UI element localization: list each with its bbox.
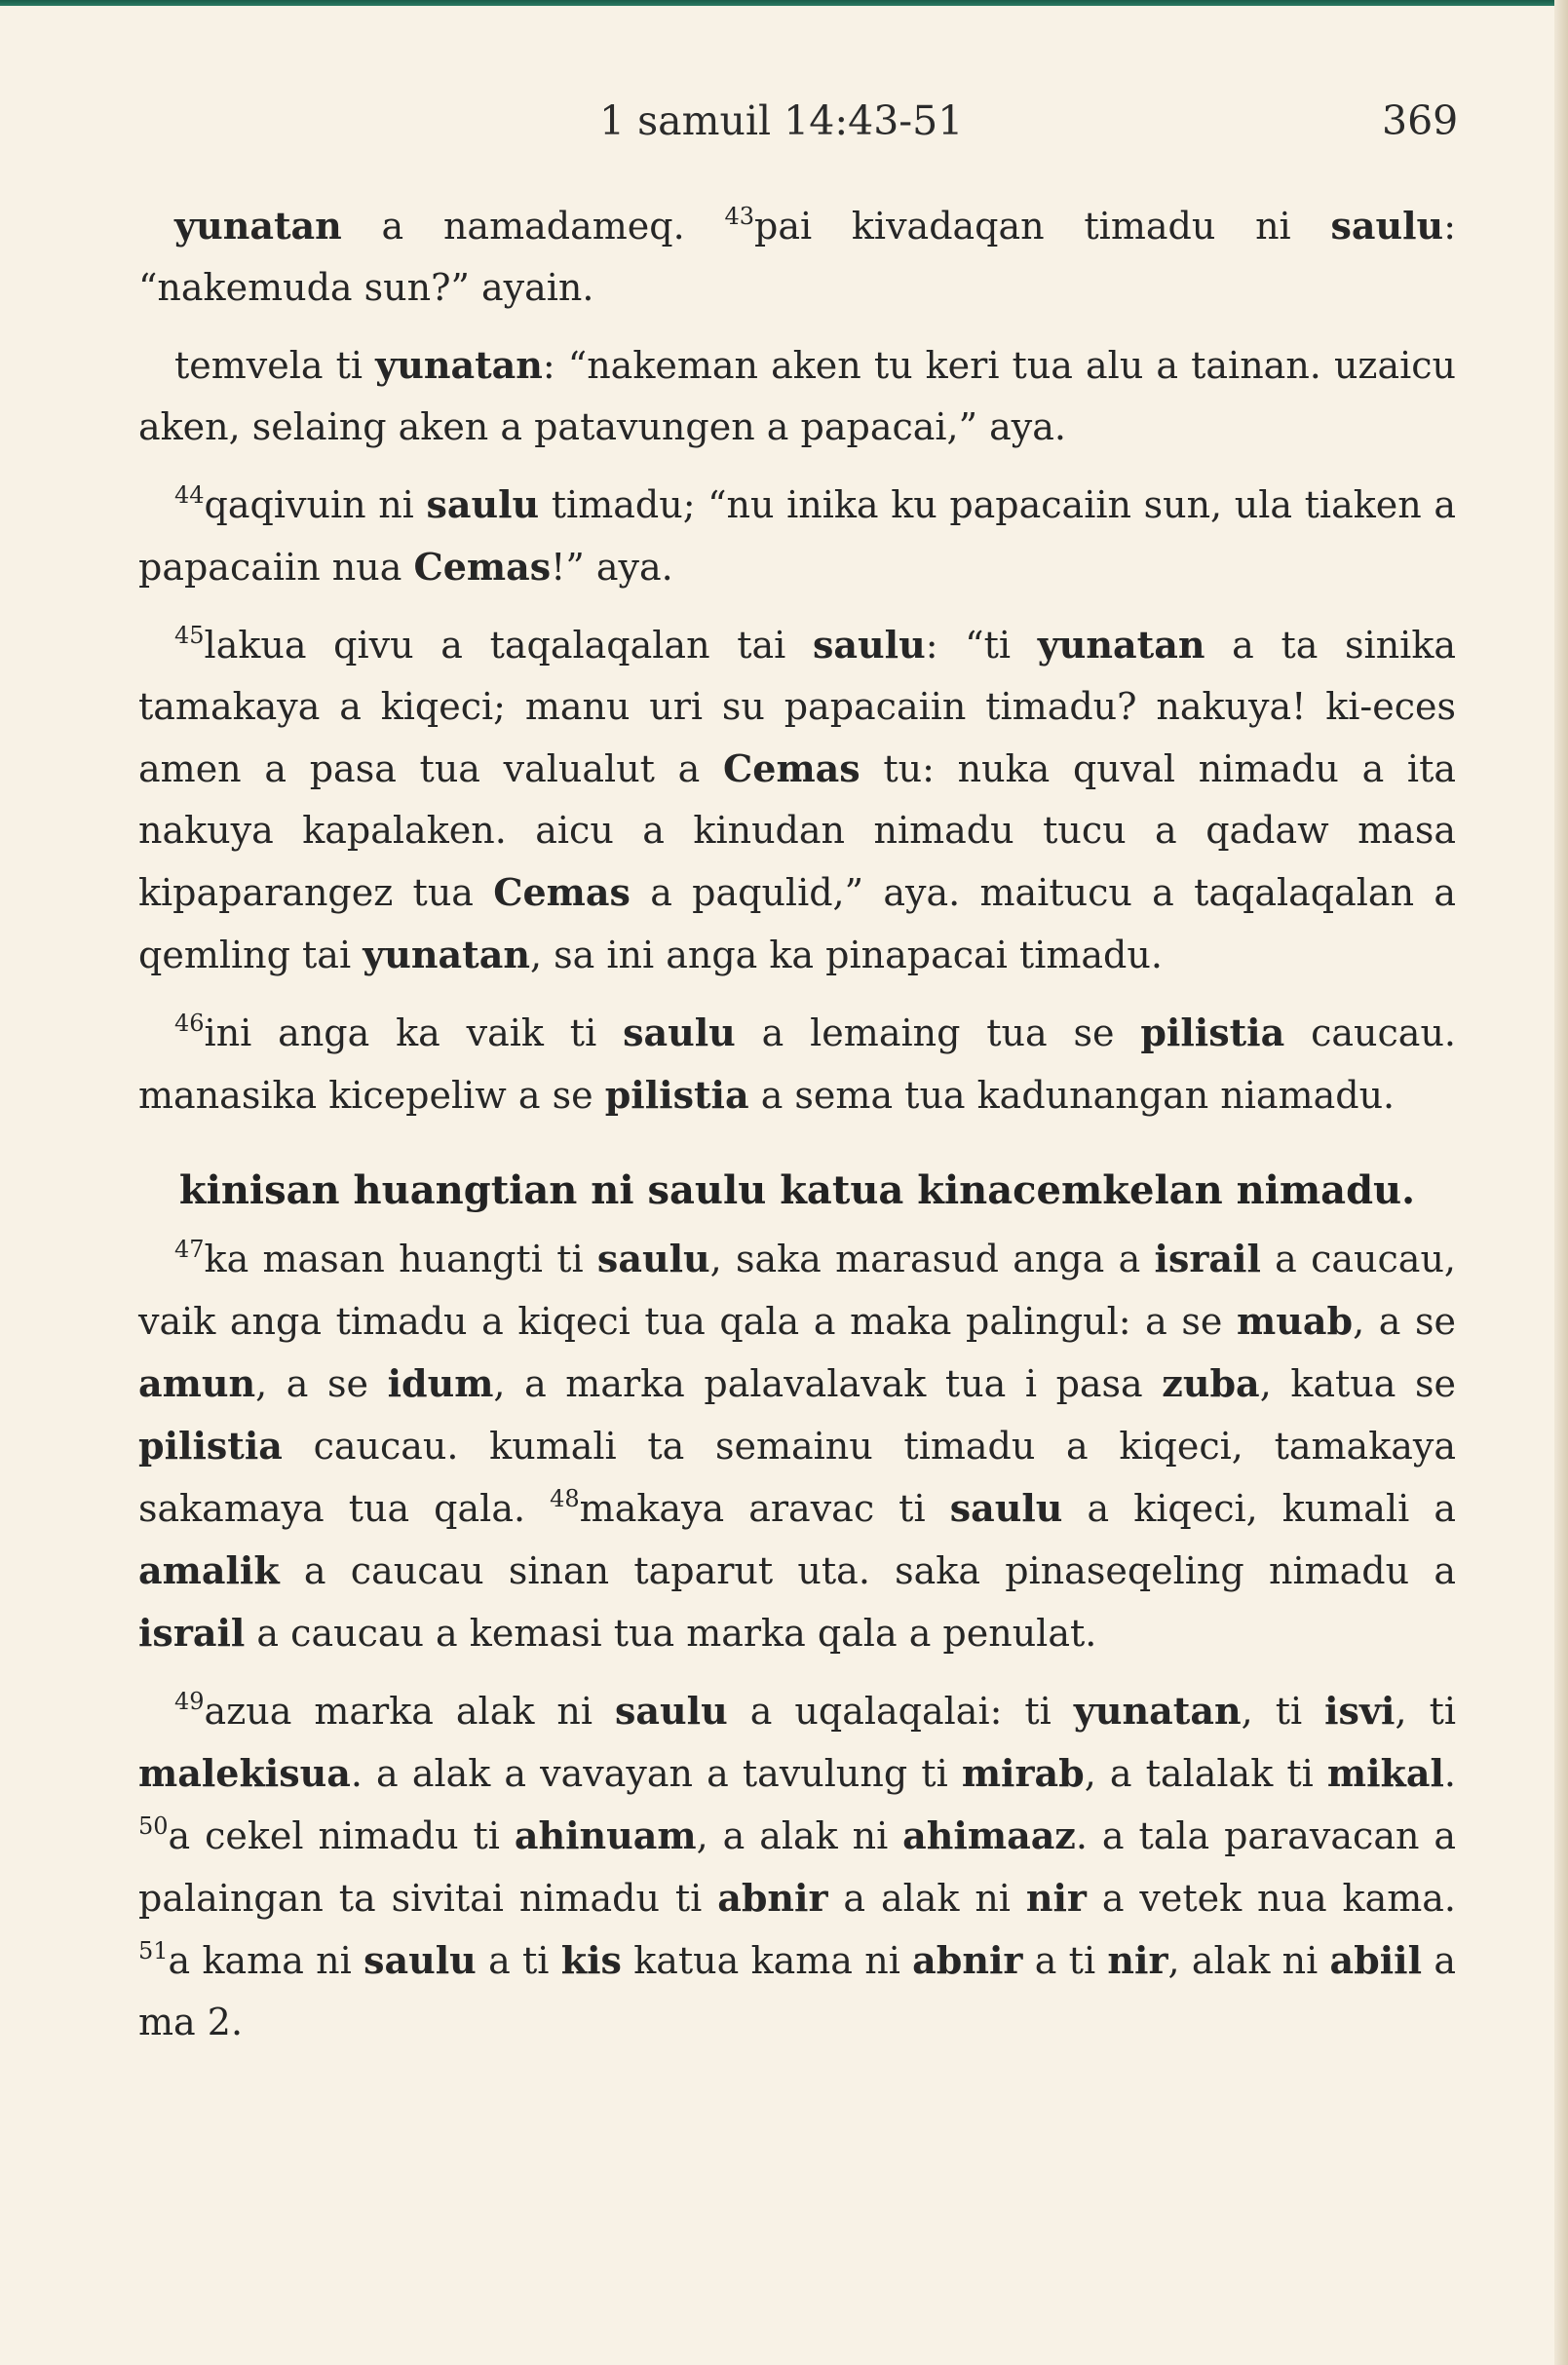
bold-term: kis	[560, 1938, 622, 1982]
text-run: , a alak ni	[696, 1814, 903, 1857]
bold-term: idum	[387, 1361, 494, 1405]
text-run: a lemaing tua se	[735, 1011, 1141, 1054]
text-run: a alak ni	[827, 1877, 1026, 1920]
text-run: , sa ini anga ka pinapacai timadu.	[529, 934, 1163, 976]
text-run: temvela ti	[174, 344, 376, 387]
paragraph-indent	[138, 1690, 174, 1733]
running-header	[0, 97, 1568, 156]
bold-term: israil	[138, 1611, 246, 1655]
bold-term: israil	[1154, 1237, 1261, 1280]
paragraph-p4	[138, 614, 1456, 986]
text-run: a ti	[476, 1939, 561, 1982]
bold-term: saulu	[615, 1689, 728, 1733]
text-run: . a tala paravacan a palaingan ta sivitai nimadu ti	[138, 1814, 1457, 1920]
text-run: a sema tua kadunangan niamadu.	[748, 1074, 1396, 1117]
text-run: a uqalaqalai: ti	[727, 1690, 1074, 1733]
paragraph-p6	[138, 1228, 1456, 1664]
paragraph-p1	[138, 195, 1456, 319]
text-run: : “nakemuda sun?” ayain.	[138, 205, 1456, 309]
bold-term: Cemas	[723, 746, 860, 790]
text-run: , a talalak ti	[1084, 1752, 1327, 1795]
text-run: a caucau, vaik anga timadu a kiqeci tua qala a maka palingul: a se	[138, 1238, 1456, 1343]
paragraph-indent	[138, 205, 174, 248]
verse-number: 46	[174, 1010, 205, 1037]
paragraph-p5	[138, 1002, 1456, 1126]
bold-term: saulu	[426, 482, 540, 526]
text-run: caucau. kumali ta semainu timadu a kiqeci, tamakaya sakamaya tua qala.	[138, 1425, 1456, 1530]
text-run: , katua se	[1259, 1362, 1456, 1405]
section-heading: kinisan huangtian ni saulu katua kinacemkelan nimadu.	[178, 1167, 1416, 1213]
text-run: , ti	[1395, 1690, 1456, 1733]
text-run: a ti	[1022, 1939, 1108, 1982]
bold-term: mikal	[1326, 1751, 1444, 1795]
bold-term: muab	[1237, 1299, 1354, 1343]
text-run: a kiqeci, kumali a	[1062, 1487, 1456, 1530]
text-run: a cekel nimadu ti	[168, 1814, 515, 1857]
text-run: : “nakeman aken tu keri tua alu a tainan. uzaicu aken, selaing aken a patavungen a papacai,” aya.	[138, 344, 1457, 448]
paragraph-indent	[138, 1011, 174, 1054]
bold-term: pilistia	[1140, 1011, 1285, 1054]
bold-term: pilistia	[138, 1424, 283, 1468]
bold-term: amun	[138, 1361, 256, 1405]
text-run: . a alak a vavayan a tavulung ti	[350, 1752, 962, 1795]
text-run: timadu; “nu inika ku papacaiin sun, ula tiaken a papacaiin nua	[138, 483, 1457, 589]
bold-term: abnir	[717, 1876, 828, 1920]
text-run: a vetek nua kama.	[1086, 1877, 1457, 1920]
text-run: caucau. manasika kicepeliw a se	[138, 1011, 1456, 1117]
bold-term: yunatan	[1073, 1689, 1242, 1733]
paragraph-p2	[138, 334, 1456, 458]
bold-term: isvi	[1324, 1689, 1396, 1733]
text-run: a caucau a kemasi tua marka qala a penulat.	[245, 1612, 1097, 1655]
bold-term: yunatan	[1037, 623, 1205, 667]
text-run: azua marka alak ni	[204, 1690, 616, 1733]
bold-term: saulu	[949, 1486, 1063, 1530]
verse-number: 48	[550, 1485, 580, 1512]
text-run: , ti	[1241, 1690, 1325, 1733]
bold-term: nir	[1107, 1938, 1168, 1982]
text-run: , alak ni	[1167, 1939, 1330, 1982]
paragraph-indent	[138, 624, 174, 667]
body-text	[138, 195, 1456, 2069]
text-run: : “ti	[925, 624, 1038, 667]
header-title: 1 samuil 14:43-51	[599, 97, 964, 144]
bold-term: Cemas	[493, 870, 631, 914]
bold-term: abiil	[1329, 1938, 1423, 1982]
paragraph-indent	[138, 344, 174, 387]
bold-term: amalik	[138, 1548, 280, 1592]
text-run: .	[1443, 1752, 1456, 1795]
page-edge-shadow	[1554, 0, 1568, 2365]
bold-term: yunatan	[375, 343, 543, 387]
bold-term: pilistia	[604, 1073, 749, 1117]
bold-term: zuba	[1162, 1361, 1260, 1405]
bold-term: ahimaaz	[902, 1813, 1076, 1857]
verse-number: 43	[724, 203, 754, 230]
paragraph-group-2	[138, 1228, 1456, 2053]
bold-term: nir	[1025, 1876, 1087, 1920]
text-run: a ta sinika tamakaya a kiqeci; manu uri su papacaiin timadu? nakuya! ki-eces amen a pasa tua valualut a	[138, 624, 1457, 790]
text-run: , a se	[1353, 1300, 1456, 1343]
text-run: pai kivadaqan timadu ni	[754, 205, 1331, 248]
bold-term: saulu	[812, 623, 926, 667]
paragraph-indent	[138, 1238, 174, 1280]
bold-term: mirab	[961, 1751, 1085, 1795]
text-run: makaya aravac ti	[579, 1487, 950, 1530]
text-run: , saka marasud anga a	[709, 1238, 1155, 1280]
text-run: tu: nuka quval nimadu a ita nakuya kapalaken. aicu a kinudan nimadu tucu a qadaw masa kipaparangez tua	[138, 747, 1457, 914]
bold-term: saulu	[363, 1938, 477, 1982]
verse-number: 44	[174, 481, 205, 509]
verse-number: 49	[174, 1688, 205, 1715]
bold-term: saulu	[596, 1237, 710, 1280]
bold-term: yunatan	[174, 204, 342, 248]
text-run: , a se	[255, 1362, 388, 1405]
paragraph-p3	[138, 474, 1456, 598]
text-run: !” aya.	[551, 546, 673, 589]
text-run: lakua qivu a taqalaqalan tai	[204, 624, 813, 667]
bold-term: abnir	[912, 1938, 1023, 1982]
bold-term: malekisua	[138, 1751, 351, 1795]
text-run: a paqulid,” aya. maitucu a taqalaqalan a qemling tai	[138, 871, 1456, 976]
text-run: a kama ni	[168, 1939, 364, 1982]
bold-term: saulu	[623, 1011, 736, 1054]
paragraph-group-1	[138, 195, 1456, 1126]
paragraph-p7	[138, 1680, 1456, 2053]
page-number: 369	[1382, 97, 1459, 144]
text-run: a ma 2.	[138, 1939, 1456, 2043]
text-run: qaqivuin ni	[204, 483, 427, 526]
bold-term: Cemas	[413, 545, 552, 589]
bold-term: yunatan	[363, 933, 530, 976]
text-run: , a marka palavalavak tua i pasa	[493, 1362, 1163, 1405]
bold-term: saulu	[1330, 204, 1444, 248]
text-run: ini anga ka vaik ti	[204, 1011, 624, 1054]
text-run: katua kama ni	[621, 1939, 913, 1982]
verse-number: 45	[174, 622, 205, 649]
cover-edge	[0, 0, 1568, 6]
paragraph-indent	[138, 483, 174, 526]
verse-number: 47	[174, 1236, 205, 1263]
verse-number: 50	[138, 1812, 169, 1840]
text-run: a namadameq.	[341, 205, 725, 248]
text-run: ka masan huangti ti	[204, 1238, 597, 1280]
bold-term: ahinuam	[514, 1813, 697, 1857]
verse-number: 51	[138, 1937, 169, 1964]
text-run: a caucau sinan taparut uta. saka pinaseqeling nimadu a	[279, 1549, 1456, 1592]
